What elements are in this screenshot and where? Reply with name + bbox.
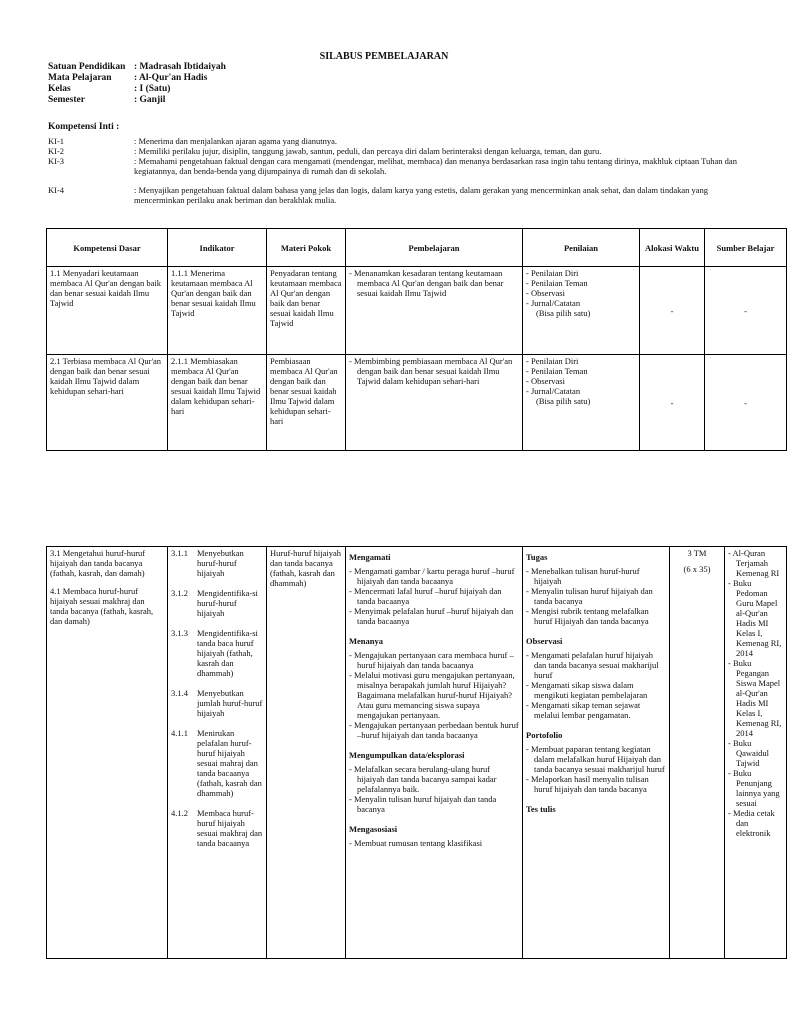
table-row [47,547,787,959]
indikator-item [171,628,263,678]
section-title: Observasi [526,636,563,646]
section-title: Menanya [349,636,383,646]
penilaian-item: - Mengamati sikap teman sejawat melalui lembar pengamatan. [526,700,666,720]
penilaian-item: - Menyalin tulisan huruf hijaiyah dan tanda bacanya [526,586,666,606]
penilaian-item: - Jurnal/Catatan [526,298,636,308]
pembelajaran-item: - Menyimak pelafalan huruf –huruf hijaiyah dan tanda bacaanya [349,606,519,626]
section-title: Mengamati [349,552,391,562]
kd-cell: 2.1 Terbiasa membaca Al Qur'an dengan baik dan benar sesuai kaidah Ilmu Tajwid dalam kehidupan sehari-hari [47,355,168,451]
section-title: Mengumpulkan data/eksplorasi [349,750,465,760]
indikator-text: Mengidentifika-si huruf-huruf hijaiyah [197,588,258,618]
identity-value: : Al-Qur'an Hadis [134,73,208,83]
syllabus-table-top [46,228,787,451]
ki-heading: Kompetensi Inti : [48,122,120,132]
sumber-cell: - [705,355,787,451]
pembelajaran-item: - Mengamati gambar / kartu peraga huruf –huruf hijaiyah dan tanda bacaanya [349,566,519,586]
pembelajaran-item: - Melafalkan secara berulang-ulang huruf hijaiyah dan tanda bacanya sampai kadar pelafalannya baik. [349,764,519,794]
indikator-number: 4.1.1 [171,728,188,738]
section-title: Tugas [526,552,548,562]
syllabus-table-bottom [46,546,787,959]
identity-row [48,73,226,84]
col-header: Alokasi Waktu [640,229,705,267]
ki-text: : Menerima dan menjalankan ajaran agama yang dianutnya. [134,136,337,146]
identity-value: : I (Satu) [134,84,171,94]
col-header: Sumber Belajar [705,229,787,267]
kd-cell [47,547,168,959]
penilaian-item: - Penilaian Teman [526,366,636,376]
pembelajaran-cell [346,547,523,959]
ki-item [48,185,738,205]
indikator-cell: 1.1.1 Menerima keutamaan membaca Al Qur'an dengan baik dan benar sesuai kaidah Ilmu Tajwid [168,267,267,355]
penilaian-item: - Mengisi rubrik tentang melafalkan huruf Hijaiyah dan tanda bacanya [526,606,666,626]
penilaian-item: - Jurnal/Catatan [526,386,636,396]
indikator-text: Menyebutkan jumlah huruf-huruf hijaiyah [197,688,263,718]
pembelajaran-item: - Membuat rumusan tentang klasifikasi [349,838,519,848]
indikator-item [171,588,263,618]
section-title: Mengasosiasi [349,824,398,834]
sumber-item: - Buku Pedoman Guru Mapel al-Qur'an Hadis MI Kelas I, Kemenag RI, 2014 [728,578,783,658]
penilaian-item: - Mengamati pelafalan huruf hijaiyah dan tanda bacanya sesuai makharijul huruf [526,650,666,680]
penilaian-note: (Bisa pilih satu) [536,396,591,406]
col-header: Penilaian [523,229,640,267]
indikator-item [171,548,263,578]
identity-block [48,62,226,106]
identity-label: Satuan Pendidikan [48,62,126,72]
ki-label: KI-1 [48,136,65,146]
sumber-item: - Buku Pegangan Siswa Mapel al-Qur'an Hadis MI Kelas I, Kemenag RI, 2014 [728,658,783,738]
indikator-text: Mengidentifika-si tanda baca huruf hijaiyah (fathah, kasrah dan dhammah) [197,628,258,678]
sumber-cell: - [705,267,787,355]
section-title: Portofolio [526,730,563,740]
alokasi-line: 3 TM [687,548,707,558]
identity-row [48,84,226,95]
identity-row [48,62,226,73]
pembelajaran-cell [346,355,523,451]
ki-list [48,136,738,205]
indikator-item [171,728,263,798]
pembelajaran-item: - Melalui motivasi guru mengajukan pertanyaan, misalnya berapakah jumlah huruf Hijaiyah? Bagaimana melafalkan huruf-huruf Hijaiyah? Atau guru memancing siswa supaya mengajukan pertanyaan. [349,670,519,720]
section-title: Tes tulis [526,804,556,814]
indikator-item [171,808,263,848]
sumber-cell [725,547,787,959]
indikator-number: 3.1.3 [171,628,188,638]
col-header: Materi Pokok [267,229,346,267]
pembelajaran-item: - Mencermati lafal huruf –huruf hijaiyah dan tanda bacaanya [349,586,519,606]
col-header: Pembelajaran [346,229,523,267]
penilaian-item: - Mengamati sikap siswa dalam mengikuti kegiatan pembelajaran [526,680,666,700]
table-row [47,355,787,451]
indikator-number: 3.1.4 [171,688,188,698]
penilaian-cell [523,355,640,451]
sumber-item: - Media cetak dan elektronik [728,808,783,838]
pembelajaran-item: - Mengajukan pertanyaan perbedaan bentuk huruf –huruf hijaiyah dan tanda bacaanya [349,720,519,740]
penilaian-item: - Melaporkan hasil menyalin tulisan huruf hijaiyah dan tanda bacanya [526,774,666,794]
penilaian-item: - Penilaian Diri [526,268,636,278]
penilaian-item: - Penilaian Diri [526,356,636,366]
sumber-item: - Buku Qawaidul Tajwid [728,738,783,768]
penilaian-item: - Observasi [526,376,636,386]
penilaian-item: - Menebalkan tulisan huruf-huruf hijaiyah [526,566,666,586]
indikator-item [171,688,263,718]
indikator-cell: 2.1.1 Membiasakan membaca Al Qur'an dengan baik dan benar sesuai kaidah Ilmu Tajwid dalam kehidupan sehari-hari [168,355,267,451]
document-title: SILABUS PEMBELAJARAN [319,51,449,62]
ki-text: : Memiliki perilaku jujur, disiplin, tanggung jawab, santun, peduli, dan percaya diri dalam berinteraksi dengan keluarga, teman, dan guru. [134,146,602,156]
indikator-text: Membaca huruf-huruf hijaiyah sesuai makhraj dan tanda bacaanya [197,808,263,848]
pembelajaran-item: - Membimbing pembiasaan membaca Al Qur'an dengan baik dan benar sesuai kaidah Ilmu Tajwid dalam kehidupan sehari-hari [349,356,519,386]
indikator-number: 3.1.1 [171,548,188,558]
ki-text: : Memahami pengetahuan faktual dengan cara mengamati (mendengar, melihat, membaca) dan menanya berdasarkan rasa ingin tahu tentang dirinya, makhluk ciptaan Tuhan dan kegiatannya, dan benda-benda yang dijumpainya di rumah dan di sekolah. [134,156,737,176]
identity-value: : Madrasah Ibtidaiyah [134,62,226,72]
materi-cell: Huruf-huruf hijaiyah dan tanda bacanya (fathah, kasrah dan dhammah) [267,547,346,959]
identity-value: : Ganjil [134,95,166,105]
identity-label: Kelas [48,84,71,94]
header-row [47,229,787,267]
sumber-item: - Buku Penunjang lainnya yang sesuai [728,768,783,808]
ki-label: KI-2 [48,146,65,156]
penilaian-cell [523,267,640,355]
ki-text: : Menyajikan pengetahuan faktual dalam bahasa yang jelas dan logis, dalam karya yang estetis, dalam gerakan yang mencerminkan anak sehat, dan dalam tindakan yang mencerminkan perilaku anak beriman dan berakhlak mulia. [134,185,709,205]
penilaian-item: - Observasi [526,288,636,298]
penilaian-note: (Bisa pilih satu) [536,308,591,318]
sumber-item: - Al-Quran Terjamah Kemenag RI [728,548,783,578]
indikator-text: Menirukan pelafalan huruf-huruf hijaiyah sesuai mahraj dan tanda bacaanya (fathah, kasrah dan dhammah) [197,728,262,798]
alokasi-cell [670,547,725,959]
ki-item [48,146,738,156]
indikator-number: 4.1.2 [171,808,188,818]
pembelajaran-item: - Menyalin tulisan huruf hijaiyah dan tanda bacanya [349,794,519,814]
col-header: Kompetensi Dasar [47,229,168,267]
indikator-cell [168,547,267,959]
penilaian-item: - Membuat paparan tentang kegiatan dalam melafalkan huruf Hijaiyah dan tanda bacanya sesuai makharijul huruf [526,744,666,774]
alokasi-cell: - [640,355,705,451]
alokasi-cell: - [640,267,705,355]
penilaian-cell [523,547,670,959]
table-row [47,267,787,355]
pembelajaran-cell [346,267,523,355]
kd-item: 4.1 Membaca huruf-huruf hijaiyah sesuai makhraj dan tanda bacanya (fathah, kasrah, dan damah) [50,586,154,626]
identity-label: Mata Pelajaran [48,73,112,83]
materi-cell: Pembiasaan membaca Al Qur'an dengan baik dan benar sesuai kaidah Ilmu Tajwid dalam kehidupan sehari-hari [267,355,346,451]
alokasi-line: (6 x 35) [683,564,711,574]
pembelajaran-item: - Mengajukan pertanyaan cara membaca huruf –huruf hijaiyah dan tanda bacaanya [349,650,519,670]
kd-item: 3.1 Mengetahui huruf-huruf hijaiyah dan tanda bacanya (fathah, kasrah, dan damah) [50,548,146,578]
pembelajaran-item: - Menanamkan kesadaran tentang keutamaan membaca Al Qur'an dengan baik dan benar sesuai kaidah Ilmu Tajwid [349,268,519,298]
ki-label: KI-4 [48,185,65,195]
identity-label: Semester [48,95,85,105]
col-header: Indikator [168,229,267,267]
indikator-number: 3.1.2 [171,588,188,598]
materi-cell: Penyadaran tentang keutamaan membaca Al Qur'an dengan baik dan benar sesuai kaidah Ilmu Tajwid [267,267,346,355]
indikator-text: Menyebutkan huruf-huruf hijaiyah [197,548,244,578]
penilaian-item: - Penilaian Teman [526,278,636,288]
ki-item [48,136,738,146]
identity-row [48,95,226,106]
ki-item [48,156,738,176]
ki-label: KI-3 [48,156,65,166]
kd-cell: 1.1 Menyadari keutamaan membaca Al Qur'an dengan baik dan benar sesuai kaidah Ilmu Tajwid [47,267,168,355]
